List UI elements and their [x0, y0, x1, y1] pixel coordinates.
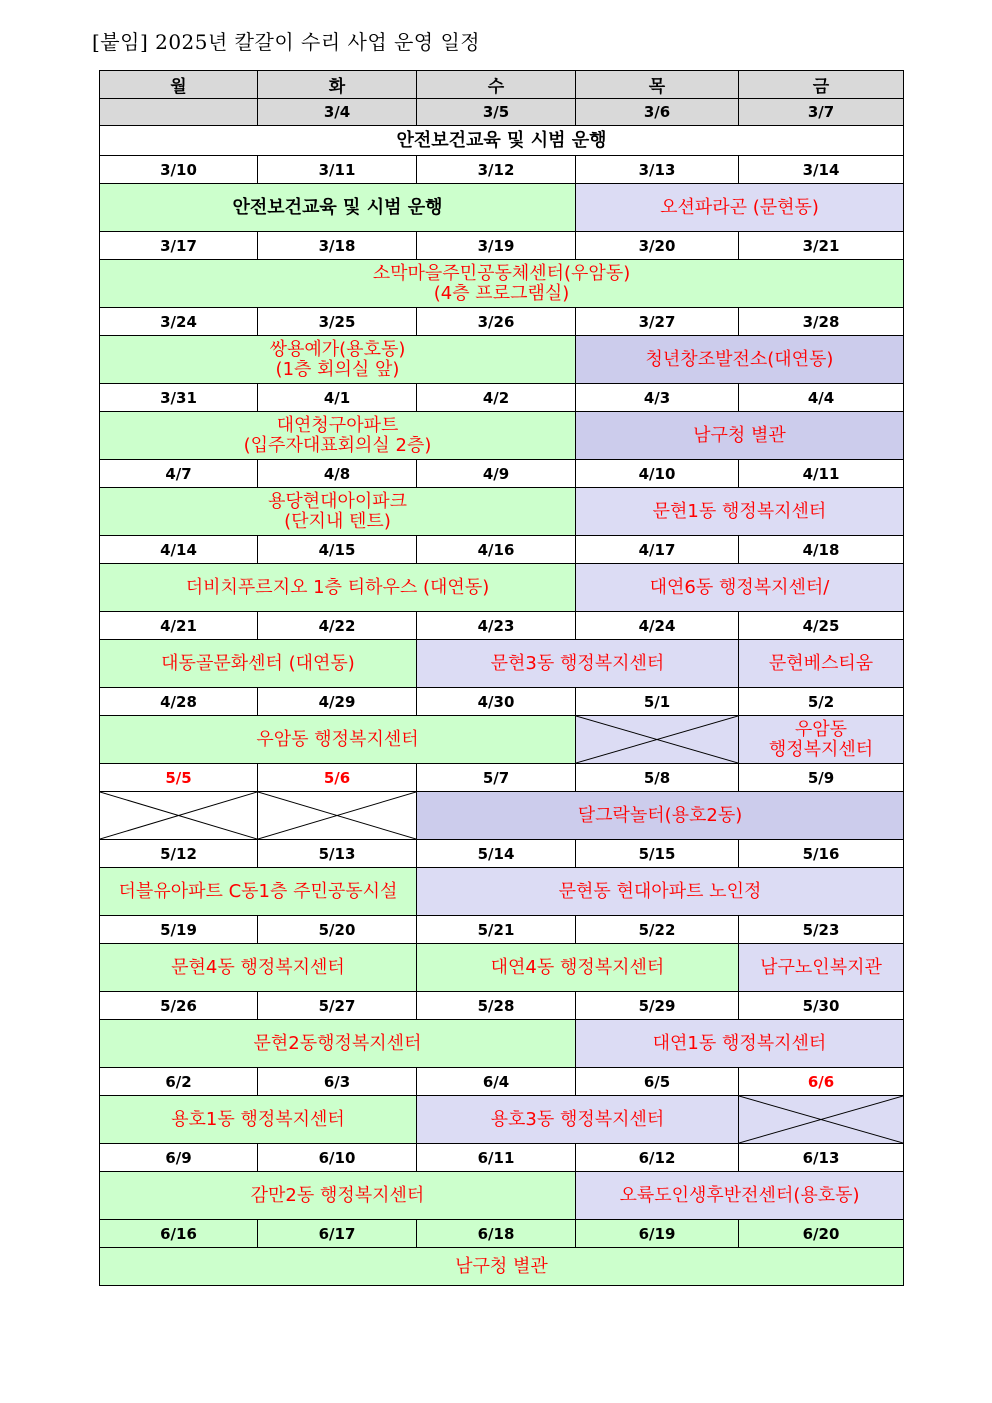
schedule-table [99, 70, 904, 1286]
date-cell: 5/19 [100, 916, 258, 944]
event-row [100, 564, 904, 612]
cross-mark [100, 792, 257, 839]
event-row [100, 944, 904, 992]
event-cell [100, 336, 576, 384]
date-cell: 3/14 [739, 156, 904, 184]
event-cell: 문현동 현대아파트 노인정 [417, 868, 904, 916]
event-cell: 남구청 별관 [100, 1248, 904, 1286]
date-cell: 3/31 [100, 384, 258, 412]
date-cell: 4/28 [100, 688, 258, 716]
event-cell: 대연4동 행정복지센터 [417, 944, 739, 992]
event-row [100, 640, 904, 688]
date-cell: 5/29 [576, 992, 739, 1020]
date-cell: 4/21 [100, 612, 258, 640]
event-row [100, 868, 904, 916]
event-line: 소막마을주민공동체센터(우암동) [372, 262, 631, 284]
event-cell: 남구노인복지관 [739, 944, 904, 992]
document-title: [붙임] 2025년 칼갈이 수리 사업 운영 일정 [92, 30, 481, 54]
date-cell: 4/16 [417, 536, 576, 564]
event-cell: 오션파라곤 (문현동) [576, 184, 904, 232]
event-row [100, 1020, 904, 1068]
event-cell: 문현1동 행정복지센터 [576, 488, 904, 536]
date-row [100, 460, 904, 488]
date-cell: 4/11 [739, 460, 904, 488]
date-row [100, 232, 904, 260]
event-cell [739, 716, 904, 764]
date-cell: 3/26 [417, 308, 576, 336]
event-line: 쌍용예가(용호동) [269, 338, 406, 360]
date-cell: 3/17 [100, 232, 258, 260]
event-row [100, 1096, 904, 1144]
date-cell: 3/4 [258, 99, 417, 126]
event-row [100, 184, 904, 232]
date-cell: 3/7 [739, 99, 904, 126]
date-cell: 3/24 [100, 308, 258, 336]
event-line: (단지내 텐트) [284, 510, 391, 532]
event-cell: 문현베스티움 [739, 640, 904, 688]
event-line: (4층 프로그램실) [433, 282, 570, 304]
date-row [100, 688, 904, 716]
date-row [100, 536, 904, 564]
date-cell: 4/1 [258, 384, 417, 412]
date-cell: 4/14 [100, 536, 258, 564]
weekday-thu: 목 [576, 71, 739, 99]
event-cell: 달그락놀터(용호2동) [417, 792, 904, 840]
weekday-header-row [100, 71, 904, 99]
event-line: 우암동 [794, 718, 848, 740]
date-cell [100, 99, 258, 126]
event-line: (1층 회의실 앞) [275, 358, 400, 380]
date-cell: 3/28 [739, 308, 904, 336]
date-cell: 6/12 [576, 1144, 739, 1172]
event-cell: 안전보건교육 및 시범 운행 [100, 184, 576, 232]
date-cell: 3/11 [258, 156, 417, 184]
date-row [100, 992, 904, 1020]
date-row [100, 308, 904, 336]
weekday-mon: 월 [100, 71, 258, 99]
event-line: 행정복지센터 [768, 738, 874, 760]
event-row [100, 1248, 904, 1286]
event-cell: 더블유아파트 C동1층 주민공동시설 [100, 868, 417, 916]
date-cell: 5/28 [417, 992, 576, 1020]
event-cell: 대연6동 행정복지센터/ [576, 564, 904, 612]
date-row [100, 384, 904, 412]
date-cell: 3/18 [258, 232, 417, 260]
date-cell: 3/12 [417, 156, 576, 184]
date-cell: 4/10 [576, 460, 739, 488]
event-cell: 용호3동 행정복지센터 [417, 1096, 739, 1144]
date-row [100, 764, 904, 792]
event-cell: 대동골문화센터 (대연동) [100, 640, 417, 688]
date-cell: 4/30 [417, 688, 576, 716]
date-cell: 6/4 [417, 1068, 576, 1096]
event-cell: 오륙도인생후반전센터(용호동) [576, 1172, 904, 1220]
event-line: 용당현대아이파크 [267, 490, 408, 512]
closed-day-cell [739, 1096, 904, 1144]
weekday-tue: 화 [258, 71, 417, 99]
date-cell: 6/9 [100, 1144, 258, 1172]
event-line: 대연청구아파트 [276, 414, 399, 436]
event-row [100, 412, 904, 460]
date-cell: 6/2 [100, 1068, 258, 1096]
date-cell: 6/11 [417, 1144, 576, 1172]
date-cell: 4/7 [100, 460, 258, 488]
cross-mark [739, 1096, 903, 1143]
date-cell: 5/27 [258, 992, 417, 1020]
date-cell: 6/10 [258, 1144, 417, 1172]
date-row [100, 840, 904, 868]
date-cell: 5/23 [739, 916, 904, 944]
date-cell: 5/8 [576, 764, 739, 792]
date-cell: 4/4 [739, 384, 904, 412]
date-cell: 3/20 [576, 232, 739, 260]
date-cell: 4/24 [576, 612, 739, 640]
event-cell: 대연1동 행정복지센터 [576, 1020, 904, 1068]
date-cell: 5/21 [417, 916, 576, 944]
date-row [100, 99, 904, 126]
date-cell: 5/30 [739, 992, 904, 1020]
date-cell: 5/14 [417, 840, 576, 868]
date-row [100, 612, 904, 640]
date-cell: 5/1 [576, 688, 739, 716]
event-cell: 문현4동 행정복지센터 [100, 944, 417, 992]
date-cell: 4/17 [576, 536, 739, 564]
date-cell-holiday: 5/5 [100, 764, 258, 792]
event-row [100, 260, 904, 308]
event-cell: 청년창조발전소(대연동) [576, 336, 904, 384]
date-cell: 4/25 [739, 612, 904, 640]
date-cell: 4/23 [417, 612, 576, 640]
date-row [100, 1144, 904, 1172]
date-cell: 5/2 [739, 688, 904, 716]
date-cell: 5/22 [576, 916, 739, 944]
event-cell: 더비치푸르지오 1층 티하우스 (대연동) [100, 564, 576, 612]
date-cell: 5/15 [576, 840, 739, 868]
date-row [100, 156, 904, 184]
date-cell: 4/2 [417, 384, 576, 412]
event-cell [100, 260, 904, 308]
closed-day-cell [258, 792, 417, 840]
date-cell: 5/12 [100, 840, 258, 868]
date-row [100, 1068, 904, 1096]
date-cell: 6/13 [739, 1144, 904, 1172]
event-cell: 문현2동행정복지센터 [100, 1020, 576, 1068]
date-cell: 6/3 [258, 1068, 417, 1096]
date-cell: 3/13 [576, 156, 739, 184]
date-cell: 5/26 [100, 992, 258, 1020]
date-cell-holiday: 6/6 [739, 1068, 904, 1096]
date-cell: 4/9 [417, 460, 576, 488]
event-cell: 우암동 행정복지센터 [100, 716, 576, 764]
event-cell: 감만2동 행정복지센터 [100, 1172, 576, 1220]
event-row [100, 716, 904, 764]
weekday-wed: 수 [417, 71, 576, 99]
date-cell: 6/5 [576, 1068, 739, 1096]
date-cell: 5/20 [258, 916, 417, 944]
event-row [100, 336, 904, 384]
date-cell: 4/18 [739, 536, 904, 564]
event-row [100, 126, 904, 156]
cross-mark [576, 716, 738, 763]
event-row [100, 1172, 904, 1220]
date-cell: 5/7 [417, 764, 576, 792]
closed-day-cell [576, 716, 739, 764]
date-cell: 6/18 [417, 1220, 576, 1248]
event-line: (입주자대표회의실 2층) [243, 434, 432, 456]
date-cell: 4/29 [258, 688, 417, 716]
date-cell: 5/9 [739, 764, 904, 792]
date-cell: 3/10 [100, 156, 258, 184]
date-cell: 3/5 [417, 99, 576, 126]
date-cell: 3/21 [739, 232, 904, 260]
date-cell: 3/25 [258, 308, 417, 336]
event-cell [100, 488, 576, 536]
date-cell: 6/16 [100, 1220, 258, 1248]
date-cell: 4/15 [258, 536, 417, 564]
date-cell: 5/13 [258, 840, 417, 868]
date-cell: 3/19 [417, 232, 576, 260]
event-cell: 용호1동 행정복지센터 [100, 1096, 417, 1144]
date-cell: 6/17 [258, 1220, 417, 1248]
date-cell: 6/19 [576, 1220, 739, 1248]
event-cell: 안전보건교육 및 시범 운행 [100, 126, 904, 156]
event-cell: 문현3동 행정복지센터 [417, 640, 739, 688]
date-cell: 4/3 [576, 384, 739, 412]
event-cell [100, 412, 576, 460]
date-row [100, 916, 904, 944]
date-row [100, 1220, 904, 1248]
date-cell-holiday: 5/6 [258, 764, 417, 792]
date-cell: 6/20 [739, 1220, 904, 1248]
cross-mark [258, 792, 416, 839]
date-cell: 4/8 [258, 460, 417, 488]
event-cell: 남구청 별관 [576, 412, 904, 460]
closed-day-cell [100, 792, 258, 840]
event-row [100, 792, 904, 840]
weekday-fri: 금 [739, 71, 904, 99]
date-cell: 3/6 [576, 99, 739, 126]
date-cell: 3/27 [576, 308, 739, 336]
date-cell: 4/22 [258, 612, 417, 640]
event-row [100, 488, 904, 536]
date-cell: 5/16 [739, 840, 904, 868]
